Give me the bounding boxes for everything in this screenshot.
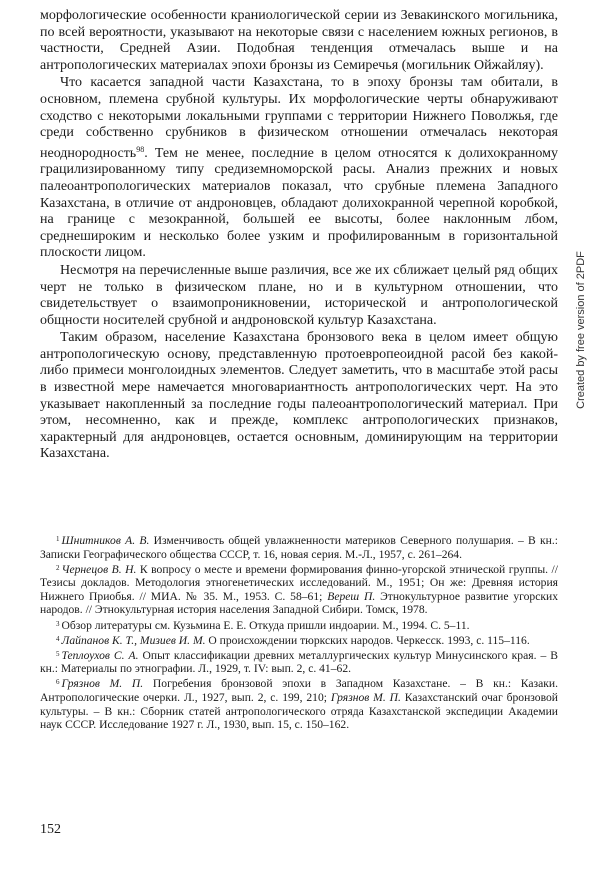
- footnote-text: Изменчивость общей увлажненности материков Северного полушария. – В кн.: Записки Географического общества СССР, т. 16, новая серия. М.-Л., 1957, с. 261–264.: [40, 534, 558, 561]
- footnote-number: 6: [56, 678, 60, 687]
- footnote-author: Грязнов М. П.: [61, 677, 144, 691]
- paragraph-1: морфологические особенности краниологической серии из Зевакинского могильника, по всей вероятности, указывают на некоторые связи с населением южных регионов, в частности, Средней Азии. Подобная тенденция отмечалась выше и на антропологических материалах эпохи бронзы из Семиречья (могильник Ойжайляу).: [40, 8, 558, 73]
- footnote-number: 3: [56, 619, 60, 628]
- footnote-text-2: Казахстанский очаг бронзовой культуры. – В кн.: Сборник статей антропологического отряда Казахстанской экспедиции Академии наук СССР. Исследование 1927 г. Л., 1930, вып. 15, с. 150–162.: [40, 691, 558, 732]
- watermark-text: Created by free version of 2PDF: [575, 251, 587, 409]
- paragraph-4: Таким образом, население Казахстана бронзового века в целом имеет общую антропологическую основу, представленную протоевропеоидной расой без какой-либо примеси монголоидных элементов. Следует заметить, что в масштабе этой расы в известной мере намечается многовариантность антропологических черт. На это указывает накопленный за последние годы палеоантропологический материал. При этом, несомненно, как и прежде, комплекс антропологических признаков, характерный для андроновцев, остается основным, доминирующим на территории Казахстана.: [40, 330, 558, 462]
- footnote-number: 4: [56, 634, 60, 643]
- footnote-text: Обзор литературы см. Кузьмина Е. Е. Откуда пришли индоарии. М., 1994. С. 5–11.: [61, 618, 470, 632]
- footnote-text-2: Этнокультурное развитие угорских народов. // Этнокультурная история населения Западной Сибири. Томск, 1978.: [40, 589, 558, 617]
- footnote-1: [40, 533, 558, 561]
- footnote-2: [40, 562, 558, 617]
- footnote-author-2: Грязнов М. П.: [330, 691, 401, 705]
- footnote-5: [40, 648, 558, 676]
- footnote-number: 2: [56, 563, 60, 572]
- footnote-4: [40, 633, 558, 648]
- footnote-number: 1: [56, 535, 60, 543]
- footnote-author-2: Вереш П.: [327, 589, 376, 603]
- footnote-author: Шнитников А. В.: [61, 534, 150, 547]
- footnote-6: [40, 676, 558, 731]
- footnote-text: Опыт классификации древних металлургических культур Минусинского края. – В кн.: Материалы по этнографии. Л., 1929, т. IV: вып. 2, с. 41–62.: [40, 648, 558, 676]
- footnote-text: К вопросу о месте и времени формирования финно-угорской этнической группы. // Тезисы докладов. Методология этногенетических исследований. М., 1951; Он же: Древняя история Нижнего Приобья. // МИА. № 35. М., 1953. С. 58–61;: [40, 562, 558, 603]
- paragraph-2-text: Что касается западной части Казахстана, то в эпоху бронзы там обитали, в основном, племена срубной культуры. Их морфологические черты обнаруживают сходство с некоторыми локальными группами с территории Нижнего Поволжья, где среди собственно срубников в физическом отношении отмечалась некоторая неоднородность: [40, 75, 558, 161]
- paragraph-2: [40, 75, 558, 262]
- footnote-text: О происхождении тюркских народов. Черкесск. 1993, с. 115–116.: [205, 633, 530, 647]
- main-text: [40, 8, 558, 463]
- footnotes: [40, 533, 558, 732]
- footnote-author: Лайпанов К. Т., Мизиев И. М.: [61, 633, 206, 647]
- footnote-number: 5: [56, 649, 60, 658]
- footnote-3: [40, 618, 558, 633]
- footnote-author: Чернецов В. Н.: [61, 562, 137, 576]
- paragraph-2-rest: . Тем не менее, последние в целом относятся к долихокранному грацилизированному типу средиземноморской расы. Анализ прежних и новых палеоантропологических материалов показал, что срубные племена Западного Казахстана, в отличие от андроновцев, обладают долихокранной черепной коробкой, на границе с мезокранной, большей ее высоты, более наклонным лбом, среднешироким и несколько более узким и профилированным в горизонтальной плоскости лицом.: [40, 145, 558, 261]
- footnote-author: Теплоухов С. А.: [61, 648, 139, 662]
- paragraph-3: Несмотря на перечисленные выше различия, все же их сближает целый ряд общих черт не только в физическом плане, но и в культурном отношении, что свидетельствует о взаимопроникновении, исторической и антропологической общности носителей срубной и андроновской культур Казахстана.: [40, 262, 558, 328]
- footnote-text: Погребения бронзовой эпохи в Западном Казахстане. – В кн.: Казаки. Антропологические очерки. Л., 1927, вып. 2, с. 199, 210;: [40, 677, 558, 705]
- page-number: 152: [40, 822, 61, 837]
- footnote-ref-98: 98: [136, 144, 145, 154]
